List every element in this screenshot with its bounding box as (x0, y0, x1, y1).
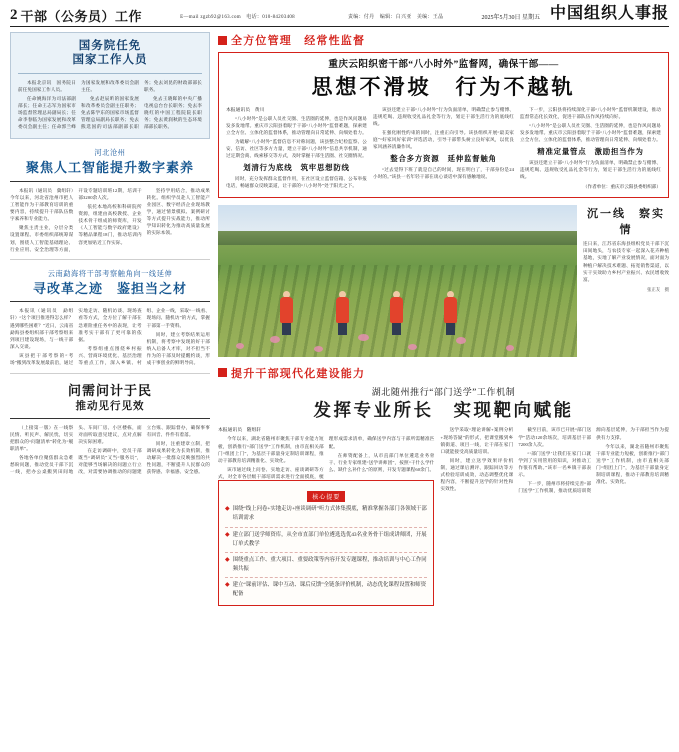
feature-text (218, 435, 434, 480)
feature-text (520, 159, 661, 180)
masthead-rule (10, 26, 669, 27)
photo-person (390, 291, 403, 335)
feature-headline: 思想不滑坡 行为不越轨 (311, 75, 576, 100)
core-divider (225, 527, 427, 528)
article-body (10, 424, 210, 476)
feature-article-bottom (218, 385, 669, 606)
feature-col-3 (520, 106, 661, 192)
photo-person-legs (392, 323, 401, 335)
paragraph: “八小时外”是公职人员社交圈、生活圈的延伸，也是作风问题易发多发地带。重庆市云阳县着眼于干部“八小时外”监督难题，探索建立全方位、立体化的监督体系，推动管理向日常延伸、向细处着力。 (226, 115, 367, 135)
core-point (225, 505, 427, 523)
masthead-date: 2025年5月30日 星期五 (481, 15, 540, 21)
core-tag-wrap (225, 486, 427, 505)
photo-credit: 张正友 摄 (616, 286, 669, 292)
section-flag-top (218, 32, 669, 48)
core-point-text: 围绕重点工作、重大项目、重要政策等内容开发专题课程，推动培训与中心工作同频共振 (232, 556, 427, 573)
section-flag-bottom (218, 365, 669, 381)
paper-title: 中国组织人事报 (549, 5, 669, 22)
paragraph: 该县把干部考察的“考场”搬到改革发展最前沿，通过实地走访、随机访谈、现场查看等方式，全方位了解干部在急难险重任务中的表现，让考准考实干部有了更可靠的依据。 (10, 308, 142, 366)
section-flag-label: 提升干部现代化建设能力 (231, 367, 366, 380)
article-subheadline: 推动见行见效 (75, 400, 145, 412)
article-header (10, 148, 210, 176)
photo-person-body (336, 297, 349, 323)
page-number: 2 (10, 7, 18, 23)
feature-columns (226, 106, 661, 192)
core-point-text: 建立部门送学师资库，从全市直部门单位遴选选优43名业务骨干组成讲师团，开展订单式教学 (232, 531, 427, 547)
masthead-left (10, 8, 142, 23)
section-flag-label: 全方位管理 经常性监督 (231, 35, 366, 47)
paragraph: 为破解“八小时外”监督信息不对称问题，该县整合纪检监察、公安、信访、社区等多方力量，建立干部“八小时外”信息共享机制，通过定期会商、线索移交等方式，及时掌握干部生活圈、社交圈情况。 (226, 139, 367, 159)
photo-flower (408, 344, 417, 350)
bullet-icon: ◆ (225, 531, 230, 538)
photo-caption-text: 连日来，江苏省东海县组织党员干部下沉田间地头，与农技专家一起深入花卉种植基地，实地了解产业发展情况，面对面为种植户解决技术难题、拓宽销售渠道，以实干实效助力乡村产业振兴、农民增收致富。 (583, 240, 669, 283)
paragraph: 本报北京讯 国务院日前任免国家工作人员。 (18, 79, 76, 92)
article-headline: 聚焦人工智能提升数字素养 (25, 160, 194, 176)
article-headline: 寻改革之迹 鉴担当之材 (32, 280, 187, 296)
red-square-icon (218, 36, 227, 45)
core-point (225, 531, 427, 549)
paragraph: 在强化刚性约束的同时，注重正向引导。该县组织开展“最美家庭”“好家风好家训”评选活动，引导干部带头树立良好家风，以优良家风涵养清廉作风。 (373, 130, 514, 150)
article-wenxu (10, 383, 210, 476)
core-point-text: 围绕“线上问卷+实地走访+座谈调研”听力式体集摸底，精准掌握各部门各领域干部培训需求 (232, 506, 427, 522)
feature-shoulder: 湖北随州推行“部门送学”工作机制 (371, 386, 516, 397)
feature-text (373, 106, 514, 151)
divider (10, 373, 210, 374)
photo-person-body (444, 297, 457, 323)
paragraph: 本报讯（通讯员 冀组轩）今年以来，河北省沧州市把人工智能作为干部教育培训的重要内容，持续提升干部队伍数字素养和专业能力。 (10, 187, 74, 222)
feature-columns (218, 426, 669, 605)
bullet-icon: ◆ (225, 582, 230, 589)
photo-caption-block (583, 205, 669, 357)
lead-box-rule (18, 73, 202, 74)
paragraph: 在师资配备上，从市直部门单位遴选业务骨干、行业专家组建“送学讲师团”，按照“干什么学什么、缺什么补什么”的原则，开发专题课程60余门。 (328, 452, 435, 472)
masthead-contact: E—mail zgzb92@163.com 电话：010-84203408 责编：付丹 编辑：白兴亚 美编：王晶 (180, 15, 444, 20)
core-divider (225, 577, 427, 578)
paragraph: 该县还建立干部“八小时外”行为负面清单，明确禁止参与赌博、违规吃喝、违规收受礼品礼金等行为，划定干部生活行为的底线红线。 (520, 160, 661, 180)
red-square-icon (218, 368, 227, 377)
paragraph: 今年以来，湖北省随州市聚焦干部专业能力短板，创新推行“部门送学”工作机制，由市直相关部门“组团上门”，为基层干部量身定制培训课程，推动干部教育培训精准化、实效化。 (218, 436, 324, 463)
photo-person-body (390, 297, 403, 323)
core-tag: 核心提要 (307, 491, 345, 502)
photo-flower (270, 336, 280, 343)
paragraph: 今年以来，湖北省随州市聚焦干部专业能力短板，创新推行“部门送学”工作机制，由市直相关部门“组团上门”，为基层干部量身定制培训课程，推动干部教育培训精准化、实效化。 (596, 443, 669, 485)
paragraph: 同时，建立送学效果评价机制，通过课后测评、跟踪回访等方式检验培训成效，动态调整优化课程内容，不断提升送学的针对性和实效性。 (440, 457, 514, 492)
core-points-box (218, 480, 434, 606)
paragraph: 同时，建立考察结果运用机制，将考察中发现的好干部纳入后备人才库，对不担当不作为的干部及时提醒约谈，形成干事创业的鲜明导向。 (146, 331, 210, 366)
photo-flower (456, 337, 466, 344)
photo-person-body (280, 297, 293, 323)
paragraph: 本报讯（通讯员 勐组轩）“这个项目推进得怎么样？遇到哪些困难？”近日，云南省勐海县委组织部干部考察组来到项目建设现场，与一线干部深入交谈。 (10, 308, 74, 349)
byline: 本报通讯员 黄川 (226, 107, 265, 113)
article-body (10, 187, 210, 253)
paragraph: 免去王晓晖的中央广播电视总台台长职务；免去李晓红的中国工程院院长职务；免去黄润秋的生态环境部部长职务。 (144, 95, 202, 130)
feature-col-1 (226, 106, 367, 192)
feature-subhead-3: 精准定量管点 激励担当作为 (537, 147, 644, 157)
core-point (225, 581, 427, 599)
photo-flower (236, 343, 244, 349)
paragraph: 聚焦主责主业，分层分类设置课程。市委组织部统筹谋划，围绕人工智能基础理论、行业应用、安全治理等方面，开设专题培训班12期，培训干部3200余人次。 (10, 187, 142, 252)
paragraph: 任命姚海洋为司法部副部长；任命王志军为国家市场监督管理总局副局长；任命李春临为国家发展和改革委员会副主任；任命郭兰峰为国家发展和改革委员会副主任。 (18, 79, 139, 130)
article-rule (10, 301, 210, 302)
core-divider (225, 552, 427, 553)
page-body (10, 32, 669, 732)
feature-text (226, 175, 367, 189)
core-point-text: 建立“课前评估、课中互动、课后反馈”全链条评价机制，动态优化课程设置和师资配备 (232, 582, 427, 598)
lead-box-text (18, 79, 202, 131)
paragraph: 下一步，云阳县将持续深化干部“八小时外”监督机制建设，推动监督常态化长效化，促进干部队伍作风持续向好。 (520, 106, 661, 119)
paragraph: 考察组重点围绕乡村振兴、营商环境优化、基层治理等重点工作，深入乡镇、村组、企业一线，采取“一线看、现场问、随机访”的方式，掌握干部第一手资料。 (78, 308, 210, 366)
photo-person (444, 291, 457, 335)
paragraph: 同时，充分发挥群众监督作用，在社区设立监督信箱、公布举报电话，畅通群众反映渠道，让干部的“八小时外”处于阳光之下。 (226, 176, 367, 189)
photo-flower (358, 334, 369, 341)
article-cangzhou (10, 148, 210, 253)
feature-col-right (440, 426, 669, 605)
paragraph: 该县还建立干部“八小时外”行为负面清单，明确禁止参与赌博、违规吃喝、违规收受礼品礼金等行为，划定干部生活行为的底线红线。 (373, 106, 514, 126)
paragraph: 各地各单位聚焦群众急难愁盼问题，推动党员干部下沉一线，把办公桌搬到田间地头、车间厂房、小区楼栋，面对面听取意见建议，点对点解决实际困难。 (10, 424, 142, 475)
byline: 本报通讯员 随组轩 (218, 428, 262, 434)
article-shoulder: 河北沧州 (94, 149, 126, 158)
article-header (10, 383, 210, 413)
left-column (10, 32, 210, 732)
feature-subhead-2: 整合多方资源 延伸监督触角 (390, 154, 497, 164)
paragraph: 同时，注重建章立制，把调研成果转化为长效机制，推动解决一批群众反映强烈的共性问题，不断提升人民群众的获得感、幸福感、安全感。 (146, 440, 210, 475)
feature-text (373, 166, 514, 180)
paragraph: 免去赵辰昕的国家发展和改革委员会副主任职务；免去陈学东的国家市场监督管理总局副局长职务；免去熊选国的司法部副部长职务；免去刘昆的财政部部长职务。 (81, 79, 202, 130)
paragraph: 依托本地高校和科研院所资源，组建由高校教授、企业技术骨干组成的师资库，开发《人工智能与数字政府建设》等精品课程18门，推动培训内容更加贴近工作实际。 (78, 204, 142, 245)
feature-subhead-1: 划清行为底线 筑牢思想防线 (243, 163, 350, 173)
photo-flower (314, 346, 323, 352)
article-headline: 问需问计于民 (67, 382, 152, 398)
divider (10, 259, 210, 260)
paragraph: “八小时外”是公职人员社交圈、生活圈的延伸，也是作风问题易发多发地带。重庆市云阳县着眼于干部“八小时外”监督难题，探索建立全方位、立体化的监督体系，推动管理向日常延伸、向细处着力。 (520, 122, 661, 143)
lead-box-title (18, 39, 202, 68)
article-header (10, 269, 210, 297)
paragraph: 在走访调研中，党员干部既当“调研员”又当“服务员”，对能够当场解决的问题立行立改，对需要协调推动的问题建立台账、跟踪督办，确保事事有回音、件件有着落。 (78, 424, 210, 475)
section-title: 干部（公务员）工作 (20, 9, 143, 24)
photo-person-legs (338, 323, 347, 335)
lead-box (10, 32, 210, 139)
paragraph: “‘部门送学’让我们在家门口就学到了实用管用的知识，对推动工作很有帮助。”该市一名乡镇干部表示。 (518, 450, 592, 478)
feature-text (520, 106, 661, 144)
feature-article-top (218, 52, 669, 198)
article-shoulder: 云南勐海将干部考察触角向一线延伸 (47, 269, 173, 278)
bullet-icon: ◆ (225, 506, 230, 513)
photo-person-legs (446, 323, 455, 335)
photo-person-legs (282, 323, 291, 335)
paragraph: 坚持学用结合，推动成果转化。组织学员赴人工智能产业园区、数字经济企业现场教学，通过情景模拟、案例研讨等方式提升实战能力，推动所学知识转化为推动高质量发展的实际本领。 (146, 187, 210, 236)
photo-person (336, 291, 349, 335)
photo-image (218, 205, 577, 357)
right-column (218, 32, 669, 732)
article-menghai (10, 269, 210, 367)
lead-title-line1: 国务院任免 (78, 40, 142, 52)
core-point (225, 556, 427, 574)
feature-col-left (218, 426, 434, 605)
paragraph: （上接第一版）在一线察民情、听民声、解民忧，切实把群众的“问题清单”转化为“履职清单”。 (10, 424, 74, 451)
feature-signature: （作者单位：重庆市云阳县委组织部） (582, 183, 661, 189)
feature-col-2 (373, 106, 514, 192)
feature-text (226, 115, 367, 160)
lead-title-line2: 国家工作人员 (72, 54, 148, 67)
feature-headline: 发挥专业所长 实现靶向赋能 (313, 399, 574, 420)
article-rule (10, 418, 210, 419)
masthead (10, 0, 669, 26)
paragraph: 下一步，随州市将持续完善“部门送学”工作机制，推动优质培训资源向基层延伸，为干部担当作为提供有力支撑。 (518, 427, 669, 494)
feature-shoulder: 重庆云阳织密干部“八小时外”监督网，确保干部—— (328, 59, 559, 70)
paragraph: 该市通过线上问卷、实地走访、座谈调研等方式，对全市各层级干部培训需求进行全面摸底，梳理形成需求清单，确保送学内容与干部所需精准匹配。 (218, 436, 435, 480)
paragraph: 送学采取“理论讲解+案例分析+现场答疑”的形式，把课堂搬到乡镇街道、项目一线，让干部在家门口就能接受高质量培训。 (440, 427, 514, 454)
paragraph: “过去觉得下班了就是自己的时间，现在明白了，干部身份是24小时的。”该县一名年轻干部在谈心谈话中深有感触地说。 (373, 167, 514, 180)
photo-block (218, 205, 669, 357)
paragraph: 截至目前，该市已开展“部门送学”活动120余场次，培训基层干部7200余人次。 (518, 427, 592, 447)
feature-text (440, 426, 669, 494)
article-rule (10, 181, 210, 182)
photo-person (280, 291, 293, 335)
photo-flower (506, 345, 514, 351)
photo-caption-title: 沉一线 察实情 (587, 207, 665, 236)
bullet-icon: ◆ (225, 556, 230, 563)
article-body (10, 307, 210, 367)
